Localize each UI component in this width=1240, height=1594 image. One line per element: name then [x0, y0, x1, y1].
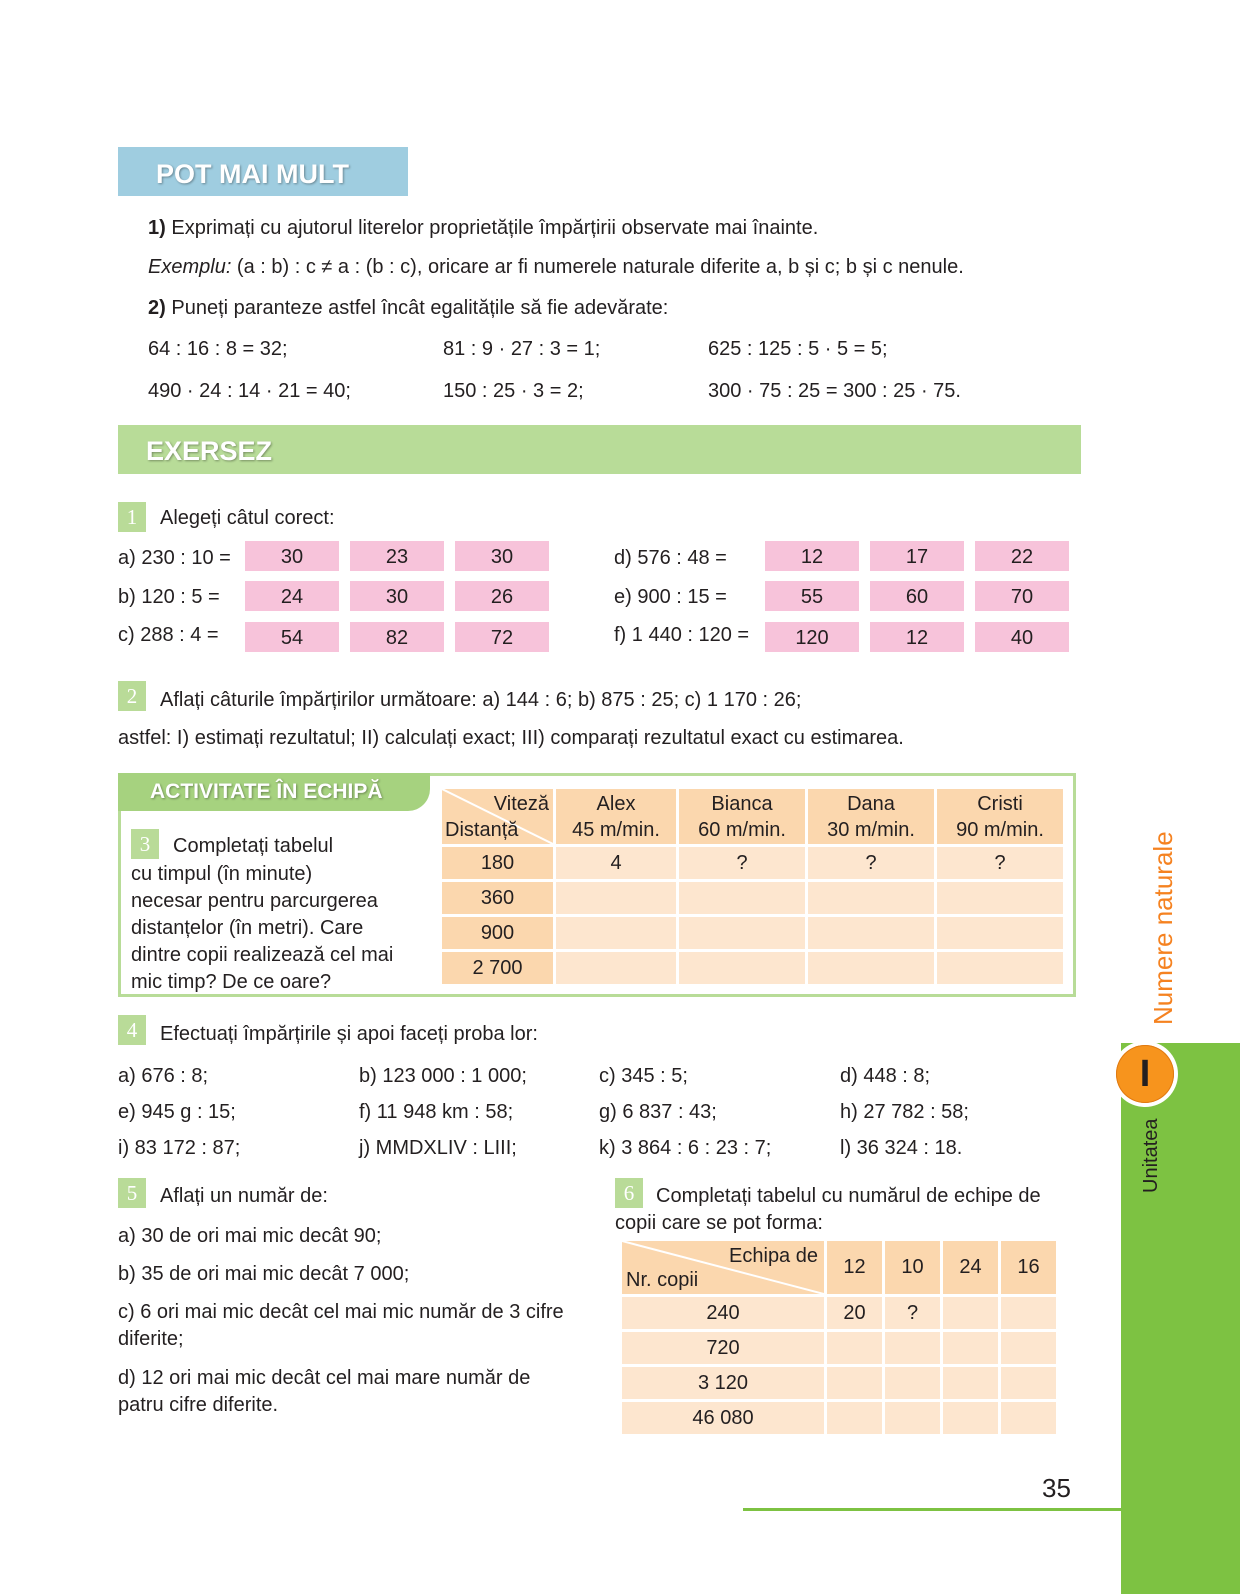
exercise-number-1: 1 — [118, 502, 146, 532]
pot-equation: 490 · 24 : 14 · 21 = 40; — [148, 380, 351, 402]
row-header: 3 120 — [622, 1367, 824, 1399]
ex5-item-d-cont: patru cifre diferite. — [118, 1394, 279, 1416]
answer-option[interactable]: 12 — [870, 622, 964, 652]
table-cell[interactable] — [556, 917, 676, 949]
ex5-item-a: a) 30 de ori mai mic decât 90; — [118, 1225, 382, 1247]
ex4-item: a) 676 : 8; — [118, 1065, 209, 1087]
corner-label-bottom: Distanță — [445, 819, 519, 841]
corner-label-bottom: Nr. copii — [626, 1269, 699, 1291]
table-cell[interactable]: ? — [937, 847, 1063, 879]
column-header: Dana 30 m/min. — [808, 789, 934, 844]
answer-option[interactable]: 30 — [350, 581, 444, 611]
exercise-1-prompt: Alegeți câtul corect: — [160, 507, 335, 529]
table-cell[interactable] — [827, 1367, 882, 1399]
column-header: Bianca 60 m/min. — [679, 789, 805, 844]
exercise-5-prompt: Aflați un număr de: — [160, 1185, 328, 1207]
pot-mai-mult-banner — [118, 147, 408, 196]
teams-table — [619, 1238, 1059, 1437]
ex4-item: i) 83 172 : 87; — [118, 1137, 241, 1159]
table-cell[interactable] — [679, 882, 805, 914]
activitate-title: ACTIVITATE ÎN ECHIPĂ — [150, 780, 383, 803]
table-cell[interactable] — [556, 952, 676, 984]
row-header: 180 — [442, 847, 553, 879]
table-cell[interactable] — [808, 882, 934, 914]
answer-option[interactable]: 54 — [245, 622, 339, 652]
table-cell[interactable] — [1001, 1297, 1056, 1329]
unit-label: Unitatea — [1140, 1118, 1162, 1193]
table-cell[interactable] — [937, 882, 1063, 914]
answer-option[interactable]: 60 — [870, 581, 964, 611]
activitate-text: dintre copii realizează cel mai — [131, 944, 394, 966]
ex1-row-label: a) 230 : 10 = — [118, 547, 231, 569]
ex4-item: e) 945 g : 15; — [118, 1101, 236, 1123]
table-cell[interactable] — [808, 952, 934, 984]
ex1-row-label: e) 900 : 15 = — [614, 586, 727, 608]
table-cell[interactable] — [808, 917, 934, 949]
row-header: 360 — [442, 882, 553, 914]
exercise-number-4: 4 — [118, 1015, 146, 1045]
table-cell[interactable]: 20 — [827, 1297, 882, 1329]
exercise-number-6: 6 — [615, 1178, 643, 1208]
speed-table — [439, 786, 1066, 987]
row-header: 240 — [622, 1297, 824, 1329]
table-cell[interactable] — [827, 1332, 882, 1364]
corner-label-top: Echipa de — [729, 1245, 818, 1267]
table-cell[interactable] — [1001, 1367, 1056, 1399]
corner-label-top: Viteză — [493, 793, 549, 815]
activitate-text: mic timp? De ce oare? — [131, 971, 332, 993]
row-header: 720 — [622, 1332, 824, 1364]
exercise-2-text: Aflați câturile împărțirilor următoare: a) 144 : 6; b) 875 : 25; c) 1 170 : 26; — [160, 689, 802, 711]
table-cell[interactable] — [943, 1367, 998, 1399]
footer-line — [743, 1508, 1121, 1511]
answer-option[interactable]: 55 — [765, 581, 859, 611]
table-cell[interactable] — [679, 917, 805, 949]
column-header: Cristi 90 m/min. — [937, 789, 1063, 844]
answer-option[interactable]: 70 — [975, 581, 1069, 611]
exersez-banner — [118, 425, 1081, 474]
answer-option[interactable]: 82 — [350, 622, 444, 652]
table-cell[interactable] — [885, 1332, 940, 1364]
ex1-row-label: f) 1 440 : 120 = — [614, 624, 750, 646]
exercise-4-prompt: Efectuați împărțirile și apoi faceți proba lor: — [160, 1023, 538, 1045]
unit-title: Numere naturale — [1148, 831, 1178, 1025]
pot-item-2: 2) Puneți paranteze astfel încât egalitățile să fie adevărate: — [148, 297, 669, 319]
row-header: 2 700 — [442, 952, 553, 984]
ex1-row-label: b) 120 : 5 = — [118, 586, 220, 608]
pot-equation: 625 : 125 : 5 · 5 = 5; — [708, 338, 888, 360]
answer-option[interactable]: 17 — [870, 541, 964, 571]
activitate-text: cu timpul (în minute) — [131, 863, 313, 885]
pot-item-1: 1) Exprimați cu ajutorul literelor proprietățile împărțirii observate mai înainte. — [148, 217, 819, 239]
page-number: 35 — [1042, 1473, 1071, 1503]
table-cell[interactable] — [943, 1332, 998, 1364]
ex4-item: f) 11 948 km : 58; — [359, 1101, 514, 1123]
unit-number: I — [1139, 1053, 1151, 1095]
column-header: 10 — [885, 1241, 940, 1294]
table-cell[interactable]: ? — [679, 847, 805, 879]
answer-option[interactable]: 12 — [765, 541, 859, 571]
answer-option[interactable]: 23 — [350, 541, 444, 571]
ex1-row-label: c) 288 : 4 = — [118, 624, 219, 646]
table-cell[interactable] — [827, 1402, 882, 1434]
table-cell[interactable] — [885, 1402, 940, 1434]
table-cell[interactable]: ? — [808, 847, 934, 879]
answer-option[interactable]: 72 — [455, 622, 549, 652]
pot-equation: 300 · 75 : 25 = 300 : 25 · 75. — [708, 380, 961, 402]
ex1-row-label: d) 576 : 48 = — [614, 547, 727, 569]
activitate-text: distanțelor (în metri). Care — [131, 917, 364, 939]
ex4-item: d) 448 : 8; — [840, 1065, 931, 1087]
exercise-6-text-2: copii care se pot forma: — [615, 1212, 823, 1234]
activitate-text: necesar pentru parcurgerea — [131, 890, 378, 912]
ex4-item: k) 3 864 : 6 : 23 : 7; — [599, 1137, 772, 1159]
ex4-item: j) MMDXLIV : LIII; — [359, 1137, 517, 1159]
activitate-text: Completați tabelul — [173, 835, 334, 857]
ex4-item: b) 123 000 : 1 000; — [359, 1065, 527, 1087]
table-cell[interactable] — [556, 882, 676, 914]
row-header: 46 080 — [622, 1402, 824, 1434]
teams-table-corner — [622, 1241, 824, 1294]
column-header: 16 — [1001, 1241, 1056, 1294]
answer-option[interactable]: 26 — [455, 581, 549, 611]
pot-equation: 64 : 16 : 8 = 32; — [148, 338, 288, 360]
answer-option[interactable]: 30 — [455, 541, 549, 571]
ex4-item: h) 27 782 : 58; — [840, 1101, 969, 1123]
table-cell[interactable] — [937, 952, 1063, 984]
answer-option[interactable]: 30 — [245, 541, 339, 571]
exercise-number-5: 5 — [118, 1178, 146, 1208]
table-cell[interactable] — [943, 1297, 998, 1329]
pot-equation: 150 : 25 · 3 = 2; — [443, 380, 584, 402]
speed-table-corner — [442, 789, 553, 844]
exercise-2-text-2: astfel: I) estimați rezultatul; II) calculați exact; III) comparați rezultatul exact cu estimarea. — [118, 727, 904, 749]
unit-number-badge — [1116, 1045, 1174, 1103]
answer-option[interactable]: 24 — [245, 581, 339, 611]
answer-option[interactable]: 22 — [975, 541, 1069, 571]
exercise-number-2: 2 — [118, 681, 146, 711]
table-cell[interactable] — [1001, 1402, 1056, 1434]
column-header: 24 — [943, 1241, 998, 1294]
unit-side-bar — [1121, 1043, 1240, 1594]
table-cell[interactable]: 4 — [556, 847, 676, 879]
ex4-item: c) 345 : 5; — [599, 1065, 688, 1087]
exercise-number-3: 3 — [131, 829, 159, 859]
answer-option[interactable]: 120 — [765, 622, 859, 652]
table-cell[interactable]: ? — [885, 1297, 940, 1329]
exersez-title: EXERSEZ — [146, 436, 273, 466]
exercise-6-text: Completați tabelul cu numărul de echipe de — [656, 1185, 1041, 1207]
column-header: 12 — [827, 1241, 882, 1294]
pot-mai-mult-title: POT MAI MULT — [156, 159, 349, 189]
ex4-item: g) 6 837 : 43; — [599, 1101, 717, 1123]
table-cell[interactable] — [937, 917, 1063, 949]
row-header: 900 — [442, 917, 553, 949]
table-cell[interactable] — [885, 1367, 940, 1399]
ex5-item-c: c) 6 ori mai mic decât cel mai mic număr de 3 cifre — [118, 1301, 564, 1323]
pot-example: Exemplu: (a : b) : c ≠ a : (b : c), oricare ar fi numerele naturale diferite a, b și c; b și c nenule. — [148, 256, 964, 278]
ex5-item-b: b) 35 de ori mai mic decât 7 000; — [118, 1263, 410, 1285]
answer-option[interactable]: 40 — [975, 622, 1069, 652]
ex5-item-d: d) 12 ori mai mic decât cel mai mare număr de — [118, 1367, 531, 1389]
pot-equation: 81 : 9 · 27 : 3 = 1; — [443, 338, 601, 360]
table-cell[interactable] — [679, 952, 805, 984]
ex4-item: l) 36 324 : 18. — [840, 1137, 963, 1159]
table-cell[interactable] — [1001, 1332, 1056, 1364]
table-cell[interactable] — [943, 1402, 998, 1434]
column-header: Alex 45 m/min. — [556, 789, 676, 844]
ex5-item-c-cont: diferite; — [118, 1328, 184, 1350]
